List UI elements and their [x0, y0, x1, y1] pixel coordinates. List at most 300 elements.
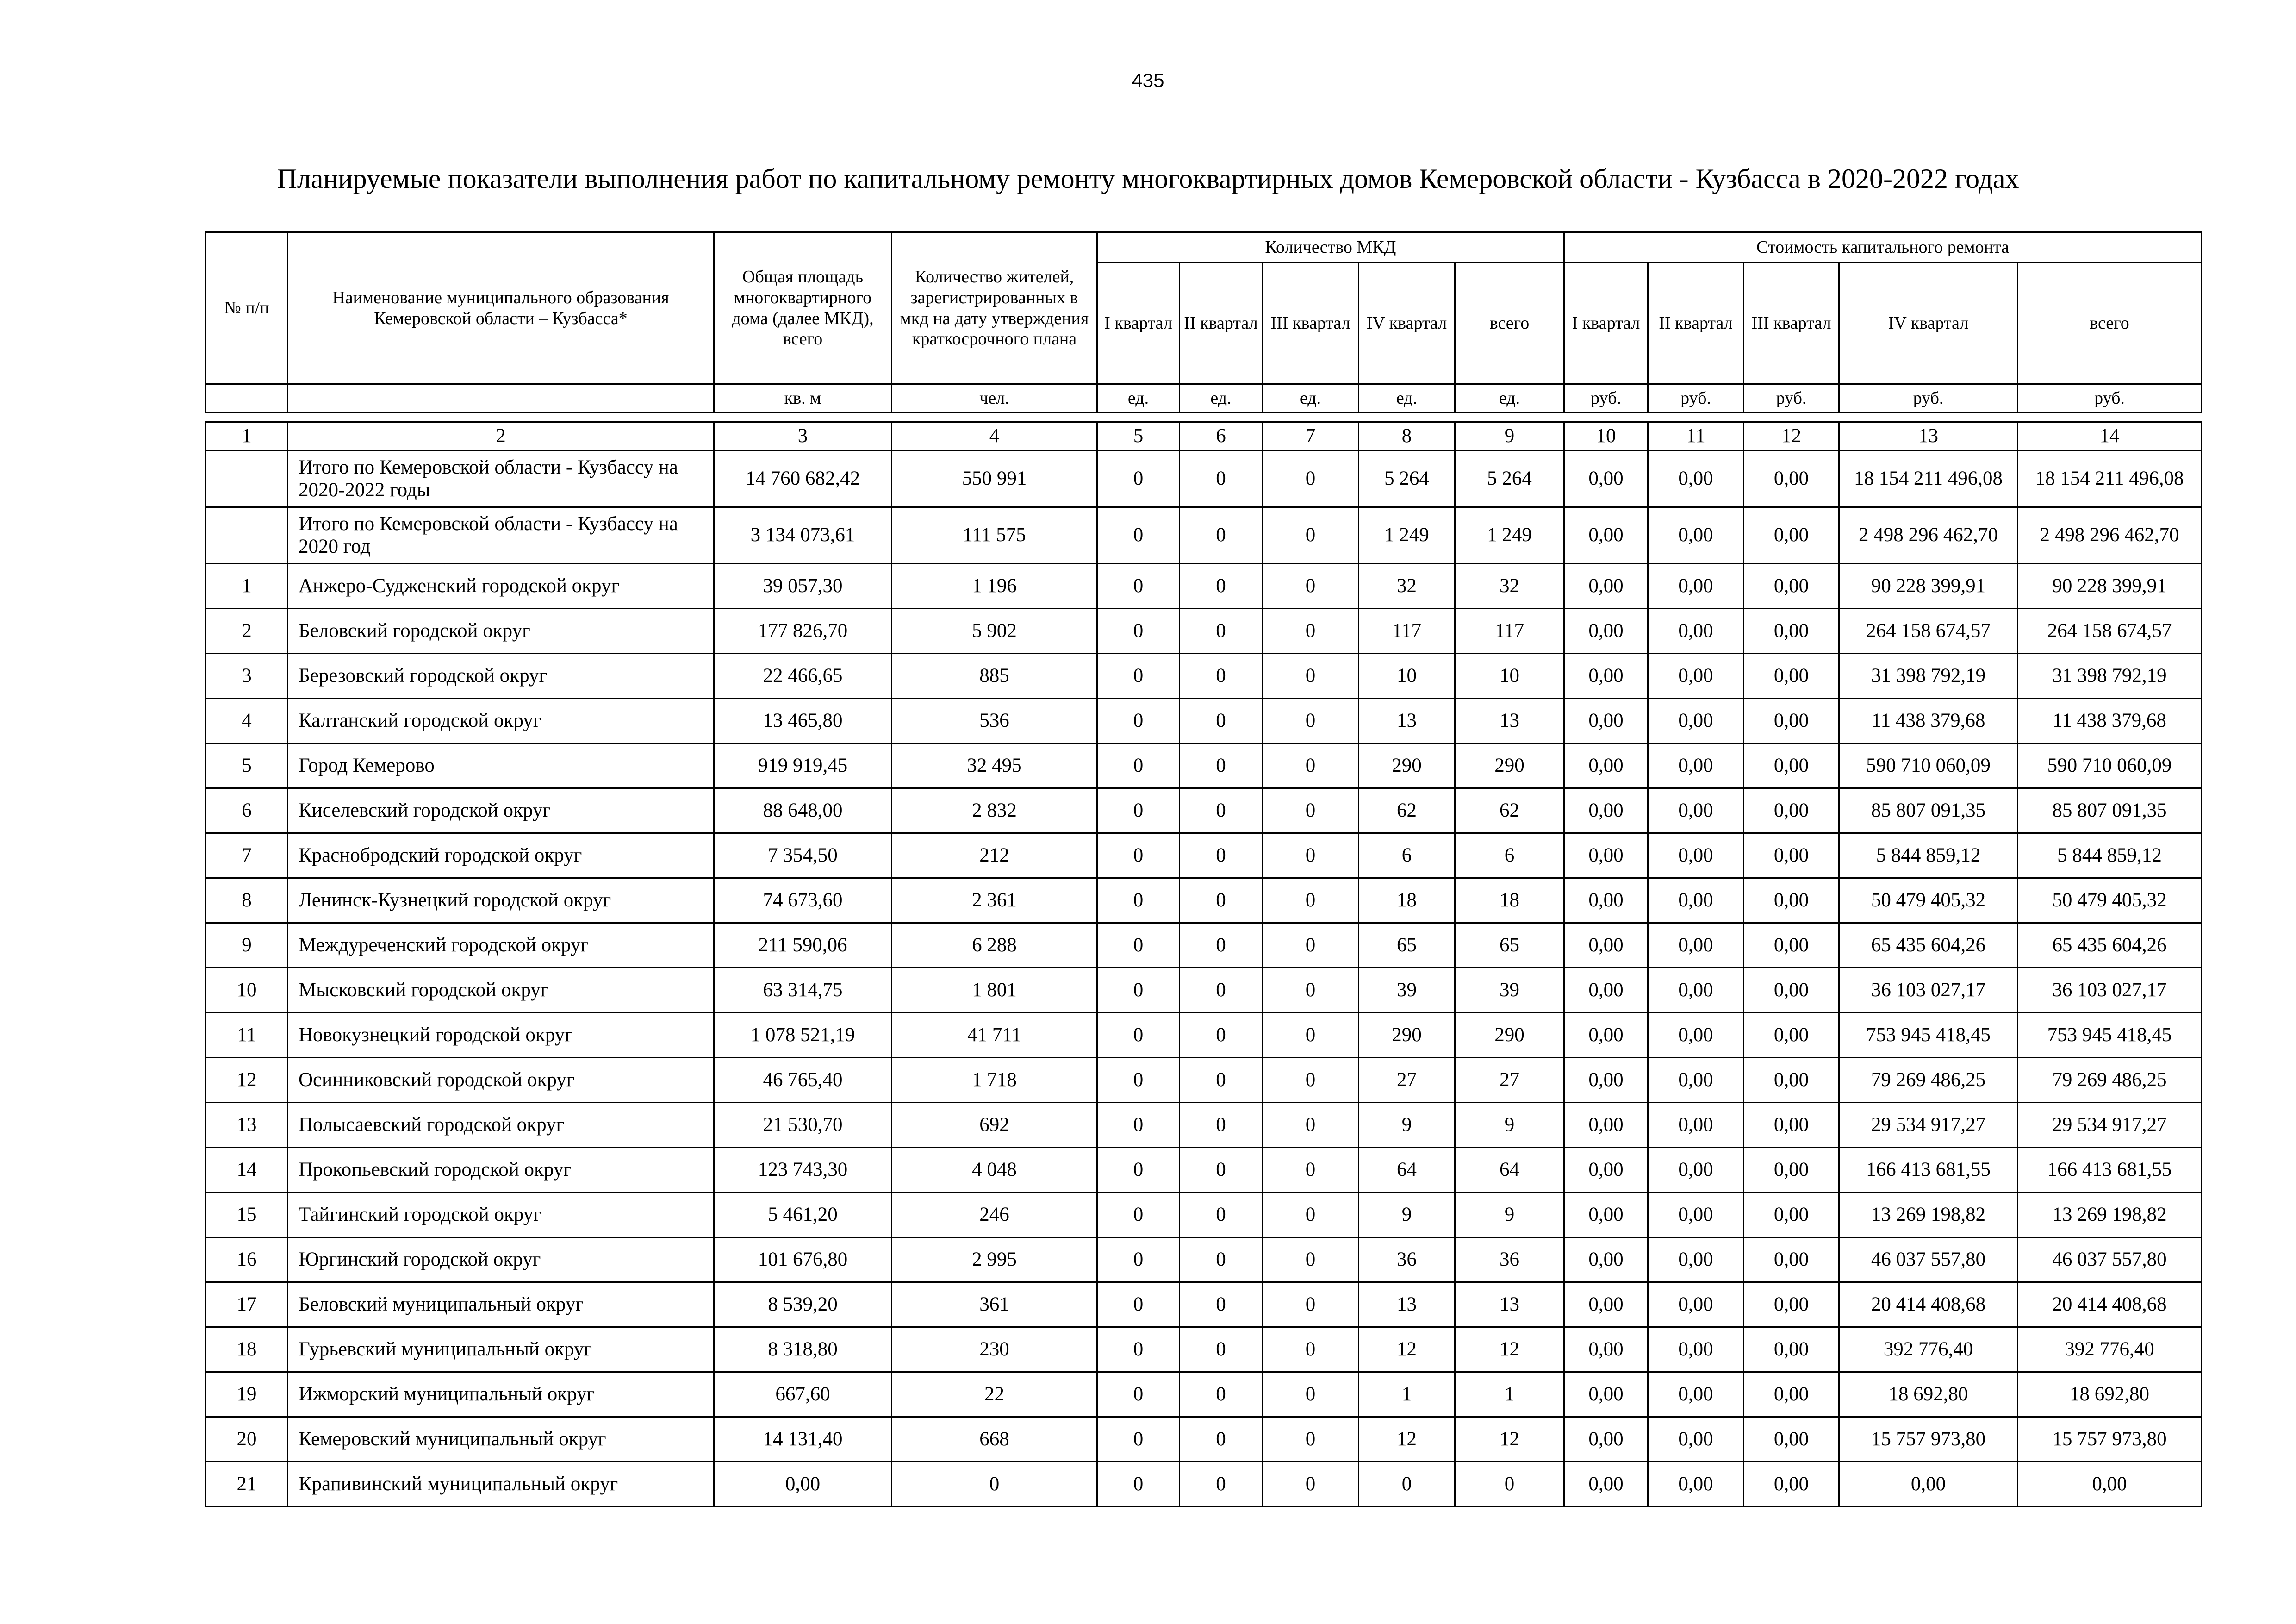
mkd-q3-cell: 0 — [1263, 507, 1359, 564]
page-number: 435 — [1132, 69, 1164, 91]
cost-q1-cell: 0,00 — [1564, 1103, 1648, 1148]
cost-total-cell: 0,00 — [2018, 1462, 2202, 1507]
row-number-cell: 11 — [206, 1013, 288, 1058]
row-number-cell: 15 — [206, 1193, 288, 1237]
mkd-q4-cell: 6 — [1359, 833, 1455, 878]
residents-cell: 692 — [892, 1103, 1097, 1148]
cost-q1-cell: 0,00 — [1564, 1193, 1648, 1237]
residents-cell: 1 718 — [892, 1058, 1097, 1103]
unit-cell: ед. — [1359, 384, 1455, 413]
mkd-total-cell: 1 249 — [1455, 507, 1564, 564]
residents-cell: 230 — [892, 1327, 1097, 1372]
table-row — [206, 1103, 2202, 1148]
cost-q2-cell: 0,00 — [1648, 1237, 1744, 1282]
cost-q2-cell: 0,00 — [1648, 1462, 1744, 1507]
mkd-q3-cell: 0 — [1263, 564, 1359, 609]
mkd-q1-cell: 0 — [1097, 968, 1180, 1013]
mkd-q3-cell: 0 — [1263, 1237, 1359, 1282]
municipality-name-cell: Полысаевский городской округ — [288, 1103, 714, 1148]
mkd-q1-cell: 0 — [1097, 1103, 1180, 1148]
table-row — [206, 923, 2202, 968]
cost-q3-cell: 0,00 — [1744, 923, 1839, 968]
mkd-q1-cell: 0 — [1097, 923, 1180, 968]
residents-cell: 550 991 — [892, 451, 1097, 507]
mkd-q2-cell: 0 — [1180, 451, 1263, 507]
table-row — [206, 1193, 2202, 1237]
residents-cell: 2 361 — [892, 878, 1097, 923]
residents-cell: 668 — [892, 1417, 1097, 1462]
table-row — [206, 743, 2202, 788]
table-row — [206, 654, 2202, 699]
municipality-name-cell: Березовский городской округ — [288, 654, 714, 699]
municipality-name-cell: Итого по Кемеровской области - Кузбассу на 2020 год — [288, 507, 714, 564]
municipality-name-cell: Краснобродский городской округ — [288, 833, 714, 878]
unit-cell — [288, 384, 714, 413]
mkd-total-cell: 13 — [1455, 699, 1564, 743]
cost-q1-cell: 0,00 — [1564, 833, 1648, 878]
row-number-cell: 2 — [206, 609, 288, 654]
cost-q4-cell: 0,00 — [1839, 1462, 2018, 1507]
mkd-q1-cell: 0 — [1097, 1372, 1180, 1417]
mkd-total-cell: 12 — [1455, 1417, 1564, 1462]
column-number: 1 — [206, 422, 288, 451]
mkd-q1-cell: 0 — [1097, 1462, 1180, 1507]
cost-q4-cell: 85 807 091,35 — [1839, 788, 2018, 833]
total-area-cell: 177 826,70 — [714, 609, 892, 654]
header-mkd-q1: I квартал — [1097, 263, 1180, 384]
mkd-q3-cell: 0 — [1263, 1372, 1359, 1417]
row-number-cell: 17 — [206, 1282, 288, 1327]
mkd-total-cell: 39 — [1455, 968, 1564, 1013]
mkd-q3-cell: 0 — [1263, 743, 1359, 788]
municipality-name-cell: Беловский городской округ — [288, 609, 714, 654]
cost-q1-cell: 0,00 — [1564, 968, 1648, 1013]
cost-q4-cell: 590 710 060,09 — [1839, 743, 2018, 788]
total-area-cell: 88 648,00 — [714, 788, 892, 833]
unit-cell: ед. — [1180, 384, 1263, 413]
total-area-cell: 7 354,50 — [714, 833, 892, 878]
cost-q3-cell: 0,00 — [1744, 743, 1839, 788]
cost-q4-cell: 13 269 198,82 — [1839, 1193, 2018, 1237]
unit-cell: руб. — [1839, 384, 2018, 413]
mkd-q4-cell: 32 — [1359, 564, 1455, 609]
row-number-cell: 18 — [206, 1327, 288, 1372]
cost-q3-cell: 0,00 — [1744, 878, 1839, 923]
mkd-total-cell: 13 — [1455, 1282, 1564, 1327]
mkd-q3-cell: 0 — [1263, 1282, 1359, 1327]
mkd-q4-cell: 12 — [1359, 1327, 1455, 1372]
cost-q2-cell: 0,00 — [1648, 743, 1744, 788]
cost-q3-cell: 0,00 — [1744, 699, 1839, 743]
cost-q2-cell: 0,00 — [1648, 507, 1744, 564]
mkd-q2-cell: 0 — [1180, 1103, 1263, 1148]
mkd-q3-cell: 0 — [1263, 451, 1359, 507]
total-area-cell: 101 676,80 — [714, 1237, 892, 1282]
cost-q2-cell: 0,00 — [1648, 923, 1744, 968]
mkd-q4-cell: 12 — [1359, 1417, 1455, 1462]
column-number: 6 — [1180, 422, 1263, 451]
cost-q3-cell: 0,00 — [1744, 1282, 1839, 1327]
cost-q4-cell: 31 398 792,19 — [1839, 654, 2018, 699]
cost-q3-cell: 0,00 — [1744, 1462, 1839, 1507]
mkd-q3-cell: 0 — [1263, 1148, 1359, 1193]
header-mkd-q2: II квартал — [1180, 263, 1263, 384]
unit-cell: руб. — [1744, 384, 1839, 413]
mkd-q1-cell: 0 — [1097, 788, 1180, 833]
cost-q3-cell: 0,00 — [1744, 1193, 1839, 1237]
header-cost-group: Стоимость капитального ремонта — [1564, 232, 2202, 263]
mkd-q3-cell: 0 — [1263, 788, 1359, 833]
municipality-name-cell: Крапивинский муниципальный округ — [288, 1462, 714, 1507]
mkd-total-cell: 10 — [1455, 654, 1564, 699]
total-area-cell: 13 465,80 — [714, 699, 892, 743]
total-area-cell: 46 765,40 — [714, 1058, 892, 1103]
mkd-q1-cell: 0 — [1097, 699, 1180, 743]
total-area-cell: 5 461,20 — [714, 1193, 892, 1237]
total-area-cell: 0,00 — [714, 1462, 892, 1507]
unit-cell: чел. — [892, 384, 1097, 413]
residents-cell: 32 495 — [892, 743, 1097, 788]
municipality-name-cell: Осинниковский городской округ — [288, 1058, 714, 1103]
cost-total-cell: 5 844 859,12 — [2018, 833, 2202, 878]
residents-cell: 5 902 — [892, 609, 1097, 654]
header-num: № п/п — [206, 232, 288, 384]
mkd-q4-cell: 1 249 — [1359, 507, 1455, 564]
cost-q1-cell: 0,00 — [1564, 1327, 1648, 1372]
mkd-q2-cell: 0 — [1180, 788, 1263, 833]
column-number: 9 — [1455, 422, 1564, 451]
cost-q4-cell: 20 414 408,68 — [1839, 1282, 2018, 1327]
mkd-q2-cell: 0 — [1180, 1237, 1263, 1282]
mkd-q1-cell: 0 — [1097, 1417, 1180, 1462]
mkd-q3-cell: 0 — [1263, 654, 1359, 699]
table-row — [206, 1372, 2202, 1417]
municipality-name-cell: Анжеро-Судженский городской округ — [288, 564, 714, 609]
residents-cell: 6 288 — [892, 923, 1097, 968]
unit-cell — [206, 384, 288, 413]
mkd-q2-cell: 0 — [1180, 699, 1263, 743]
residents-cell: 0 — [892, 1462, 1097, 1507]
table-row — [206, 1417, 2202, 1462]
row-number-cell: 3 — [206, 654, 288, 699]
total-area-cell: 1 078 521,19 — [714, 1013, 892, 1058]
cost-q3-cell: 0,00 — [1744, 507, 1839, 564]
residents-cell: 885 — [892, 654, 1097, 699]
row-number-cell: 10 — [206, 968, 288, 1013]
cost-total-cell: 264 158 674,57 — [2018, 609, 2202, 654]
mkd-q2-cell: 0 — [1180, 1013, 1263, 1058]
cost-q2-cell: 0,00 — [1648, 1327, 1744, 1372]
mkd-q4-cell: 117 — [1359, 609, 1455, 654]
column-number: 11 — [1648, 422, 1744, 451]
cost-q1-cell: 0,00 — [1564, 743, 1648, 788]
header-mkd-group: Количество МКД — [1097, 232, 1564, 263]
row-number-cell: 9 — [206, 923, 288, 968]
cost-q2-cell: 0,00 — [1648, 699, 1744, 743]
unit-cell: руб. — [1648, 384, 1744, 413]
mkd-total-cell: 32 — [1455, 564, 1564, 609]
mkd-q3-cell: 0 — [1263, 1193, 1359, 1237]
cost-total-cell: 18 154 211 496,08 — [2018, 451, 2202, 507]
row-number-cell: 4 — [206, 699, 288, 743]
table-row — [206, 1282, 2202, 1327]
cost-q3-cell: 0,00 — [1744, 968, 1839, 1013]
municipality-name-cell: Юргинский городской округ — [288, 1237, 714, 1282]
cost-total-cell: 15 757 973,80 — [2018, 1417, 2202, 1462]
mkd-q4-cell: 0 — [1359, 1462, 1455, 1507]
cost-total-cell: 46 037 557,80 — [2018, 1237, 2202, 1282]
total-area-cell: 8 539,20 — [714, 1282, 892, 1327]
cost-q3-cell: 0,00 — [1744, 1417, 1839, 1462]
cost-q2-cell: 0,00 — [1648, 1417, 1744, 1462]
cost-q2-cell: 0,00 — [1648, 878, 1744, 923]
mkd-q2-cell: 0 — [1180, 923, 1263, 968]
mkd-q1-cell: 0 — [1097, 1237, 1180, 1282]
cost-q1-cell: 0,00 — [1564, 788, 1648, 833]
cost-q3-cell: 0,00 — [1744, 1237, 1839, 1282]
cost-q3-cell: 0,00 — [1744, 1148, 1839, 1193]
mkd-total-cell: 27 — [1455, 1058, 1564, 1103]
cost-q3-cell: 0,00 — [1744, 654, 1839, 699]
cost-q1-cell: 0,00 — [1564, 1282, 1648, 1327]
mkd-q4-cell: 1 — [1359, 1372, 1455, 1417]
cost-total-cell: 31 398 792,19 — [2018, 654, 2202, 699]
municipality-name-cell: Междуреченский городской округ — [288, 923, 714, 968]
cost-q2-cell: 0,00 — [1648, 1103, 1744, 1148]
cost-q1-cell: 0,00 — [1564, 923, 1648, 968]
header-mkd-q4: IV квартал — [1359, 263, 1455, 384]
mkd-q2-cell: 0 — [1180, 654, 1263, 699]
mkd-total-cell: 6 — [1455, 833, 1564, 878]
table-row — [206, 1058, 2202, 1103]
mkd-total-cell: 5 264 — [1455, 451, 1564, 507]
table-row — [206, 609, 2202, 654]
mkd-q1-cell: 0 — [1097, 1282, 1180, 1327]
total-area-cell: 211 590,06 — [714, 923, 892, 968]
mkd-q4-cell: 9 — [1359, 1103, 1455, 1148]
cost-q3-cell: 0,00 — [1744, 1372, 1839, 1417]
cost-total-cell: 11 438 379,68 — [2018, 699, 2202, 743]
row-number-cell — [206, 507, 288, 564]
mkd-q2-cell: 0 — [1180, 1193, 1263, 1237]
mkd-total-cell: 290 — [1455, 743, 1564, 788]
municipality-name-cell: Калтанский городской округ — [288, 699, 714, 743]
cost-q3-cell: 0,00 — [1744, 451, 1839, 507]
municipality-name-cell: Тайгинский городской округ — [288, 1193, 714, 1237]
mkd-q2-cell: 0 — [1180, 743, 1263, 788]
cost-q1-cell: 0,00 — [1564, 1372, 1648, 1417]
row-number-cell: 5 — [206, 743, 288, 788]
municipality-name-cell: Ленинск-Кузнецкий городской округ — [288, 878, 714, 923]
mkd-total-cell: 9 — [1455, 1193, 1564, 1237]
mkd-q1-cell: 0 — [1097, 609, 1180, 654]
mkd-total-cell: 36 — [1455, 1237, 1564, 1282]
cost-total-cell: 65 435 604,26 — [2018, 923, 2202, 968]
total-area-cell: 74 673,60 — [714, 878, 892, 923]
column-number: 4 — [892, 422, 1097, 451]
mkd-q2-cell: 0 — [1180, 1462, 1263, 1507]
header-cost-q1: I квартал — [1564, 263, 1648, 384]
table-body — [205, 421, 2202, 1507]
mkd-q4-cell: 5 264 — [1359, 451, 1455, 507]
cost-total-cell: 90 228 399,91 — [2018, 564, 2202, 609]
column-number-row — [206, 422, 2202, 451]
cost-q2-cell: 0,00 — [1648, 788, 1744, 833]
mkd-q4-cell: 290 — [1359, 743, 1455, 788]
mkd-q1-cell: 0 — [1097, 1193, 1180, 1237]
total-area-cell: 3 134 073,61 — [714, 507, 892, 564]
cost-q4-cell: 90 228 399,91 — [1839, 564, 2018, 609]
mkd-q4-cell: 13 — [1359, 699, 1455, 743]
mkd-q3-cell: 0 — [1263, 968, 1359, 1013]
residents-cell: 4 048 — [892, 1148, 1097, 1193]
residents-cell: 536 — [892, 699, 1097, 743]
cost-q1-cell: 0,00 — [1564, 507, 1648, 564]
cost-q1-cell: 0,00 — [1564, 654, 1648, 699]
mkd-q3-cell: 0 — [1263, 609, 1359, 654]
municipality-name-cell: Гурьевский муниципальный округ — [288, 1327, 714, 1372]
cost-q3-cell: 0,00 — [1744, 564, 1839, 609]
cost-q2-cell: 0,00 — [1648, 1058, 1744, 1103]
unit-cell: ед. — [1263, 384, 1359, 413]
cost-total-cell: 590 710 060,09 — [2018, 743, 2202, 788]
mkd-total-cell: 64 — [1455, 1148, 1564, 1193]
cost-q2-cell: 0,00 — [1648, 833, 1744, 878]
cost-q2-cell: 0,00 — [1648, 1148, 1744, 1193]
residents-cell: 212 — [892, 833, 1097, 878]
mkd-q3-cell: 0 — [1263, 1058, 1359, 1103]
cost-q4-cell: 36 103 027,17 — [1839, 968, 2018, 1013]
mkd-q4-cell: 39 — [1359, 968, 1455, 1013]
table-row — [206, 1327, 2202, 1372]
cost-q3-cell: 0,00 — [1744, 833, 1839, 878]
header-area: Общая площадь многоквартирного дома (далее МКД), всего — [714, 232, 892, 384]
mkd-q3-cell: 0 — [1263, 1327, 1359, 1372]
mkd-q1-cell: 0 — [1097, 743, 1180, 788]
total-area-cell: 667,60 — [714, 1372, 892, 1417]
column-number: 12 — [1744, 422, 1839, 451]
cost-total-cell: 79 269 486,25 — [2018, 1058, 2202, 1103]
header-residents: Количество жителей, зарегистрированных в мкд на дату утверждения краткосрочного плана — [892, 232, 1097, 384]
cost-total-cell: 50 479 405,32 — [2018, 878, 2202, 923]
row-number-cell: 20 — [206, 1417, 288, 1462]
cost-q1-cell: 0,00 — [1564, 1462, 1648, 1507]
cost-total-cell: 392 776,40 — [2018, 1327, 2202, 1372]
residents-cell: 2 832 — [892, 788, 1097, 833]
cost-q2-cell: 0,00 — [1648, 1013, 1744, 1058]
table-row — [206, 878, 2202, 923]
cost-q1-cell: 0,00 — [1564, 564, 1648, 609]
cost-q4-cell: 65 435 604,26 — [1839, 923, 2018, 968]
municipality-name-cell: Город Кемерово — [288, 743, 714, 788]
cost-q2-cell: 0,00 — [1648, 968, 1744, 1013]
cost-q3-cell: 0,00 — [1744, 1013, 1839, 1058]
table-row — [206, 1013, 2202, 1058]
row-number-cell: 8 — [206, 878, 288, 923]
mkd-q3-cell: 0 — [1263, 1462, 1359, 1507]
cost-q4-cell: 18 154 211 496,08 — [1839, 451, 2018, 507]
cost-q1-cell: 0,00 — [1564, 451, 1648, 507]
table-header — [205, 231, 2202, 413]
mkd-q2-cell: 0 — [1180, 1372, 1263, 1417]
mkd-q3-cell: 0 — [1263, 878, 1359, 923]
header-cost-total: всего — [2018, 263, 2202, 384]
municipality-name-cell: Ижморский муниципальный округ — [288, 1372, 714, 1417]
cost-total-cell: 36 103 027,17 — [2018, 968, 2202, 1013]
mkd-total-cell: 0 — [1455, 1462, 1564, 1507]
residents-cell: 22 — [892, 1372, 1097, 1417]
mkd-q2-cell: 0 — [1180, 833, 1263, 878]
row-number-cell: 16 — [206, 1237, 288, 1282]
table-row — [206, 699, 2202, 743]
mkd-q4-cell: 290 — [1359, 1013, 1455, 1058]
municipality-name-cell: Новокузнецкий городской округ — [288, 1013, 714, 1058]
row-number-cell — [206, 451, 288, 507]
mkd-q2-cell: 0 — [1180, 564, 1263, 609]
cost-q1-cell: 0,00 — [1564, 1148, 1648, 1193]
cost-q3-cell: 0,00 — [1744, 1103, 1839, 1148]
cost-q4-cell: 50 479 405,32 — [1839, 878, 2018, 923]
mkd-q2-cell: 0 — [1180, 507, 1263, 564]
cost-total-cell: 166 413 681,55 — [2018, 1148, 2202, 1193]
table-row — [206, 833, 2202, 878]
total-area-cell: 8 318,80 — [714, 1327, 892, 1372]
mkd-q2-cell: 0 — [1180, 1417, 1263, 1462]
municipality-name-cell: Киселевский городской округ — [288, 788, 714, 833]
cost-q1-cell: 0,00 — [1564, 609, 1648, 654]
total-area-cell: 21 530,70 — [714, 1103, 892, 1148]
mkd-q4-cell: 13 — [1359, 1282, 1455, 1327]
cost-q4-cell: 2 498 296 462,70 — [1839, 507, 2018, 564]
row-number-cell: 14 — [206, 1148, 288, 1193]
residents-cell: 246 — [892, 1193, 1097, 1237]
cost-q4-cell: 18 692,80 — [1839, 1372, 2018, 1417]
cost-q3-cell: 0,00 — [1744, 1327, 1839, 1372]
cost-q4-cell: 753 945 418,45 — [1839, 1013, 2018, 1058]
mkd-total-cell: 12 — [1455, 1327, 1564, 1372]
unit-cell: ед. — [1097, 384, 1180, 413]
cost-q2-cell: 0,00 — [1648, 1372, 1744, 1417]
cost-q4-cell: 15 757 973,80 — [1839, 1417, 2018, 1462]
total-area-cell: 22 466,65 — [714, 654, 892, 699]
mkd-q4-cell: 36 — [1359, 1237, 1455, 1282]
mkd-q2-cell: 0 — [1180, 1058, 1263, 1103]
residents-cell: 361 — [892, 1282, 1097, 1327]
mkd-q1-cell: 0 — [1097, 833, 1180, 878]
cost-total-cell: 29 534 917,27 — [2018, 1103, 2202, 1148]
mkd-q1-cell: 0 — [1097, 1013, 1180, 1058]
municipality-name-cell: Прокопьевский городской округ — [288, 1148, 714, 1193]
mkd-q1-cell: 0 — [1097, 878, 1180, 923]
cost-q4-cell: 166 413 681,55 — [1839, 1148, 2018, 1193]
unit-cell: ед. — [1455, 384, 1564, 413]
residents-cell: 2 995 — [892, 1237, 1097, 1282]
cost-q2-cell: 0,00 — [1648, 609, 1744, 654]
cost-q1-cell: 0,00 — [1564, 1013, 1648, 1058]
mkd-q4-cell: 9 — [1359, 1193, 1455, 1237]
column-number: 2 — [288, 422, 714, 451]
mkd-total-cell: 9 — [1455, 1103, 1564, 1148]
mkd-q2-cell: 0 — [1180, 609, 1263, 654]
header-mkd-total: всего — [1455, 263, 1564, 384]
unit-cell: кв. м — [714, 384, 892, 413]
row-number-cell: 13 — [206, 1103, 288, 1148]
mkd-q1-cell: 0 — [1097, 564, 1180, 609]
header-mkd-q3: III квартал — [1263, 263, 1359, 384]
column-number: 13 — [1839, 422, 2018, 451]
table-row — [206, 788, 2202, 833]
cost-q1-cell: 0,00 — [1564, 1058, 1648, 1103]
